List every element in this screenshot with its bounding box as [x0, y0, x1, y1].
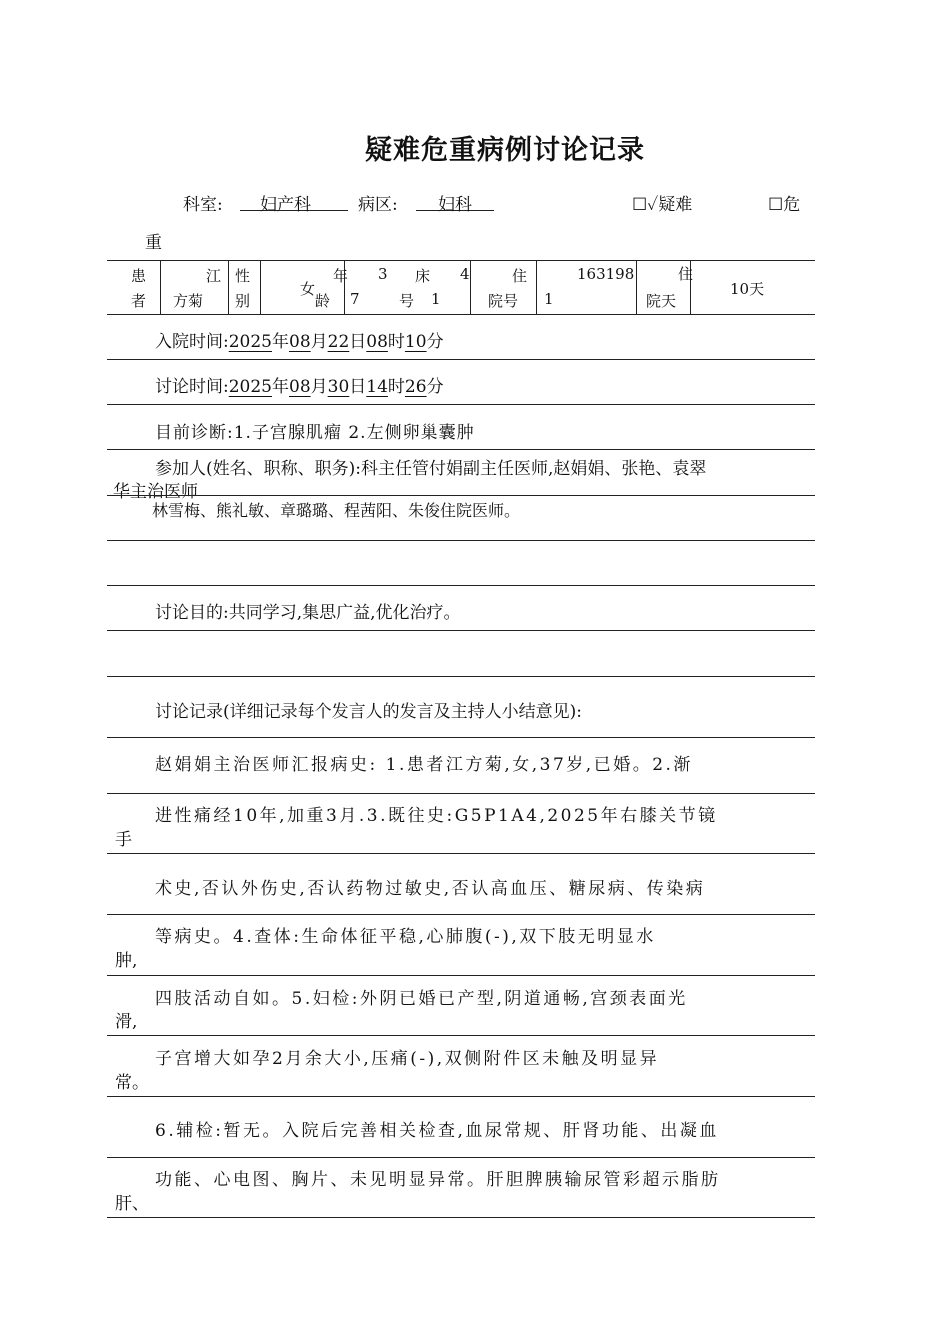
record-line: 滑, [115, 1012, 138, 1032]
admission-time-label: 入院时间: [155, 332, 229, 352]
row-divider [107, 540, 815, 541]
record-line: 肝、 [115, 1194, 149, 1214]
table-column-divider [470, 260, 471, 314]
bed-label: 号 [399, 292, 415, 310]
row-divider [107, 1157, 815, 1158]
record-line: 四肢活动自如。5.妇检:外阴已婚已产型,阴道通畅,宫颈表面光 [155, 989, 688, 1009]
discussion-record-heading: 讨论记录(详细记录每个发言人的发言及主持人小结意见): [155, 702, 582, 722]
patient-label: 者 [131, 292, 147, 310]
discussion-purpose: 讨论目的:共同学习,集思广益,优化治疗。 [155, 603, 461, 623]
row-divider [107, 793, 815, 794]
discussion-day: 30 [327, 377, 350, 397]
current-diagnosis: 目前诊断:1.子宫腺肌瘤 2.左侧卵巢囊肿 [155, 423, 475, 443]
record-line: 功能、心电图、胸片、未见明显异常。肝胆脾胰输尿管彩超示脂肪 [155, 1170, 721, 1190]
unit: 分 [426, 332, 444, 352]
sex-label: 性 [235, 267, 251, 285]
age-value: 3 [378, 265, 388, 283]
table-bottom-border [107, 314, 815, 315]
admission-hour: 08 [366, 332, 388, 352]
bed-value: 4 [460, 265, 470, 283]
patient-name: 江 [206, 267, 222, 285]
record-line: 手 [115, 830, 132, 850]
row-divider [107, 737, 815, 738]
record-line: 6.辅检:暂无。入院后完善相关检查,血尿常规、肝肾功能、出凝血 [155, 1121, 719, 1141]
discussion-year: 2025 [228, 377, 272, 397]
unit: 时 [387, 377, 405, 397]
row-divider [107, 975, 815, 976]
participants-line: 华主治医师 [113, 482, 198, 502]
row-divider [107, 1217, 815, 1218]
row-divider [107, 630, 815, 631]
row-divider [107, 853, 815, 854]
age-label: 年 [333, 267, 349, 285]
participants-line: 参加人(姓名、职称、职务):科主任管付娟副主任医师,赵娟娟、张艳、袁翠 [155, 459, 707, 479]
unit: 日 [349, 332, 367, 352]
admission-year: 2025 [228, 332, 272, 352]
row-divider [107, 914, 815, 915]
ward-label: 病区: [358, 195, 398, 215]
table-column-divider [636, 260, 637, 314]
stay-days-value: 10天 [730, 280, 765, 298]
admission-day: 22 [327, 332, 350, 352]
bed-label: 床 [415, 267, 431, 285]
record-line: 等病史。4.查体:生命体征平稳,心肺腹(-),双下肢无明显水 [155, 927, 656, 947]
admission-no-label: 住 [512, 267, 528, 285]
table-column-divider [260, 260, 261, 314]
row-divider [107, 676, 815, 677]
dept-value: 妇产科 [260, 195, 311, 215]
discussion-month: 08 [289, 377, 311, 397]
admission-minute: 10 [404, 332, 427, 352]
unit: 年 [272, 377, 289, 397]
record-line: 常。 [115, 1073, 149, 1093]
record-line: 术史,否认外伤史,否认药物过敏史,否认高血压、糖尿病、传染病 [155, 879, 706, 899]
admission-no-value: 163198 [577, 265, 635, 283]
table-column-divider [536, 260, 537, 314]
discussion-hour: 14 [366, 377, 388, 397]
record-line: 子宫增大如孕2月余大小,压痛(-),双侧附件区未触及明显异 [155, 1049, 660, 1069]
row-divider [107, 1035, 815, 1036]
page-title: 疑难危重病例讨论记录 [365, 135, 645, 166]
patient-label: 患 [131, 267, 147, 285]
unit: 分 [426, 377, 444, 397]
difficult-checkbox[interactable]: ☐✓疑难 [632, 195, 693, 215]
stay-days-label: 住 [678, 265, 694, 283]
admission-month: 08 [289, 332, 311, 352]
row-divider [107, 495, 815, 496]
critical-checkbox[interactable]: ☐危 [768, 195, 801, 215]
unit: 年 [272, 332, 289, 352]
admission-no-value: 1 [544, 290, 554, 308]
table-top-border [107, 260, 815, 261]
critical-checkbox-wrap: 重 [145, 233, 162, 253]
row-divider [107, 449, 815, 450]
age-label: 龄 [315, 292, 331, 310]
admission-no-label: 院号 [488, 292, 519, 310]
record-line: 赵娟娟主治医师汇报病史: 1.患者江方菊,女,37岁,已婚。2.渐 [155, 755, 693, 775]
discussion-time [155, 372, 444, 397]
bed-value: 1 [431, 290, 441, 308]
sex-label: 别 [235, 292, 251, 310]
row-divider [107, 404, 815, 405]
table-column-divider [228, 260, 229, 314]
admission-time [155, 327, 444, 352]
row-divider [107, 359, 815, 360]
row-divider [107, 1096, 815, 1097]
discussion-time-label: 讨论时间: [155, 377, 229, 397]
dept-label: 科室: [183, 195, 223, 215]
row-divider [107, 585, 815, 586]
stay-days-label: 院天 [646, 292, 677, 310]
ward-value: 妇科 [438, 195, 472, 215]
unit: 时 [387, 332, 405, 352]
discussion-minute: 26 [404, 377, 427, 397]
patient-name: 方菊 [173, 292, 204, 310]
unit: 月 [310, 377, 328, 397]
participants-line: 林雪梅、熊礼敏、章璐璐、程茜阳、朱俊住院医师。 [152, 501, 521, 520]
unit: 日 [349, 377, 367, 397]
record-line: 进性痛经10年,加重3月.3.既往史:G5P1A4,2025年右膝关节镜 [155, 806, 718, 826]
sex-value: 女 [300, 280, 316, 298]
age-value: 7 [350, 290, 360, 308]
record-line: 肿, [115, 951, 138, 971]
unit: 月 [310, 332, 328, 352]
table-column-divider [160, 260, 161, 314]
